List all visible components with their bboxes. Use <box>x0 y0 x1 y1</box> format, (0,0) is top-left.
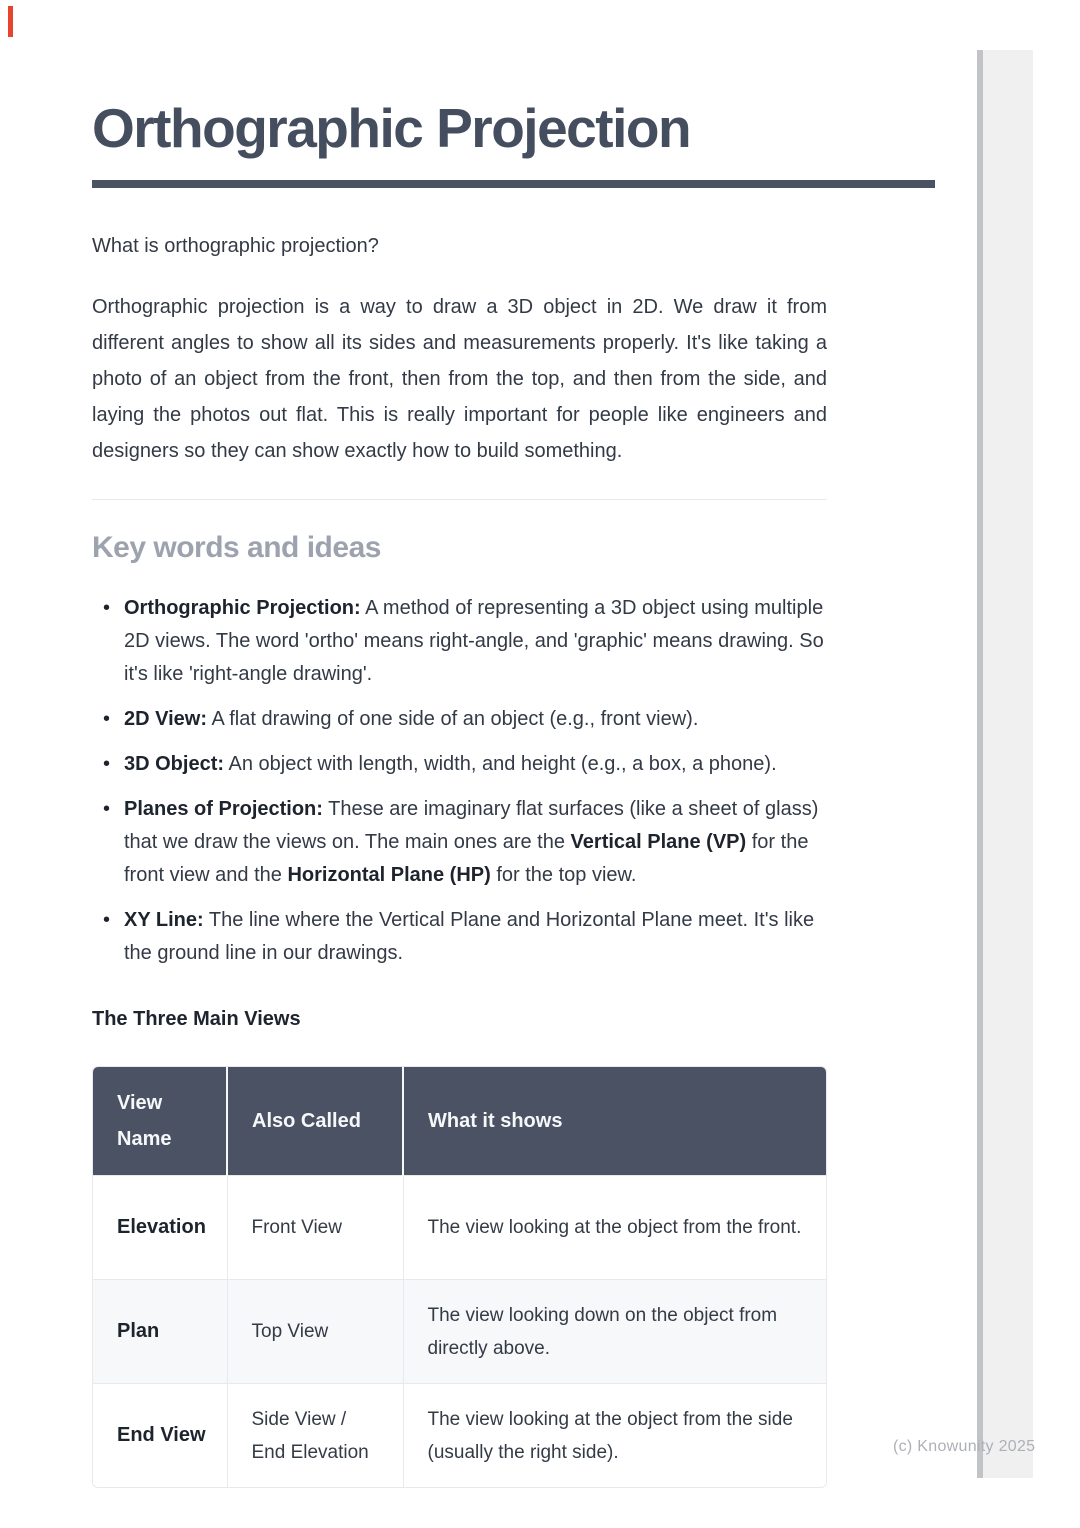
list-item <box>92 703 827 736</box>
keyword-definition: for the top view. <box>490 864 637 886</box>
table-header-row <box>93 1067 826 1176</box>
keywords-list <box>92 592 827 970</box>
keyword-definition: for the front view and the <box>124 831 809 886</box>
views-heading: The Three Main Views <box>92 1008 301 1030</box>
keyword-term: Planes of Projection: <box>124 798 323 820</box>
cell-view-name: Elevation <box>93 1176 227 1280</box>
scrollbar-track[interactable] <box>977 50 1033 1478</box>
cell-also-called: Top View <box>227 1280 403 1384</box>
keyword-definition: The line where the Vertical Plane and Horizontal Plane meet. It's like the ground line in our drawings. <box>124 909 815 964</box>
list-item <box>92 592 827 691</box>
cell-also-called: Front View <box>227 1176 403 1280</box>
cell-view-name: End View <box>93 1384 227 1488</box>
red-cursor-mark <box>8 6 13 37</box>
copyright-watermark: (c) Knowunity 2025 <box>893 1438 1036 1455</box>
title-underline <box>92 180 935 188</box>
cell-what-it-shows: The view looking down on the object from directly above. <box>403 1280 826 1384</box>
document-content <box>92 0 827 1488</box>
page-title: Orthographic Projection <box>92 97 691 159</box>
keyword-bold-phrase: Vertical Plane (VP) <box>570 831 747 853</box>
keyword-definition: An object with length, width, and height (e.g., a box, a phone). <box>224 753 777 775</box>
cell-what-it-shows: The view looking at the object from the front. <box>403 1176 826 1280</box>
list-item <box>92 904 827 970</box>
cell-also-called: Side View / End Elevation <box>227 1384 403 1488</box>
keyword-bold-phrase: Horizontal Plane (HP) <box>287 864 491 886</box>
intro-question: What is orthographic projection? <box>92 235 379 257</box>
views-table-wrapper <box>92 1066 827 1488</box>
keywords-heading: Key words and ideas <box>92 531 381 564</box>
keyword-definition: These are imaginary flat surfaces (like a sheet of glass) that we draw the views on. The main ones are the <box>124 798 819 853</box>
column-header-what-it-shows: What it shows <box>403 1067 826 1176</box>
cell-view-name: Plan <box>93 1280 227 1384</box>
list-item <box>92 793 827 892</box>
cell-what-it-shows: The view looking at the object from the side (usually the right side). <box>403 1384 826 1488</box>
table-row <box>93 1176 826 1280</box>
table-row <box>93 1384 826 1488</box>
list-item <box>92 748 827 781</box>
keyword-definition: A flat drawing of one side of an object (e.g., front view). <box>207 708 699 730</box>
intro-paragraph: Orthographic projection is a way to draw a 3D object in 2D. We draw it from different angles to show all its sides and measurements properly. It's like taking a photo of an object from the front, then from the top, and then from the side, and laying the photos out flat. This is really important for people like engineers and designers so they can show exactly how to build something. <box>92 296 827 462</box>
column-header-also-called: Also Called <box>227 1067 403 1176</box>
table-row <box>93 1280 826 1384</box>
keyword-term: XY Line: <box>124 909 204 931</box>
keyword-term: 3D Object: <box>124 753 225 775</box>
keyword-definition: A method of representing a 3D object using multiple 2D views. The word 'ortho' means right-angle, and 'graphic' means drawing. So it's like 'right-angle drawing'. <box>124 597 824 685</box>
views-table <box>93 1067 826 1487</box>
keyword-term: Orthographic Projection: <box>124 597 361 619</box>
column-header-view-name: View Name <box>93 1067 227 1176</box>
keyword-term: 2D View: <box>124 708 207 730</box>
